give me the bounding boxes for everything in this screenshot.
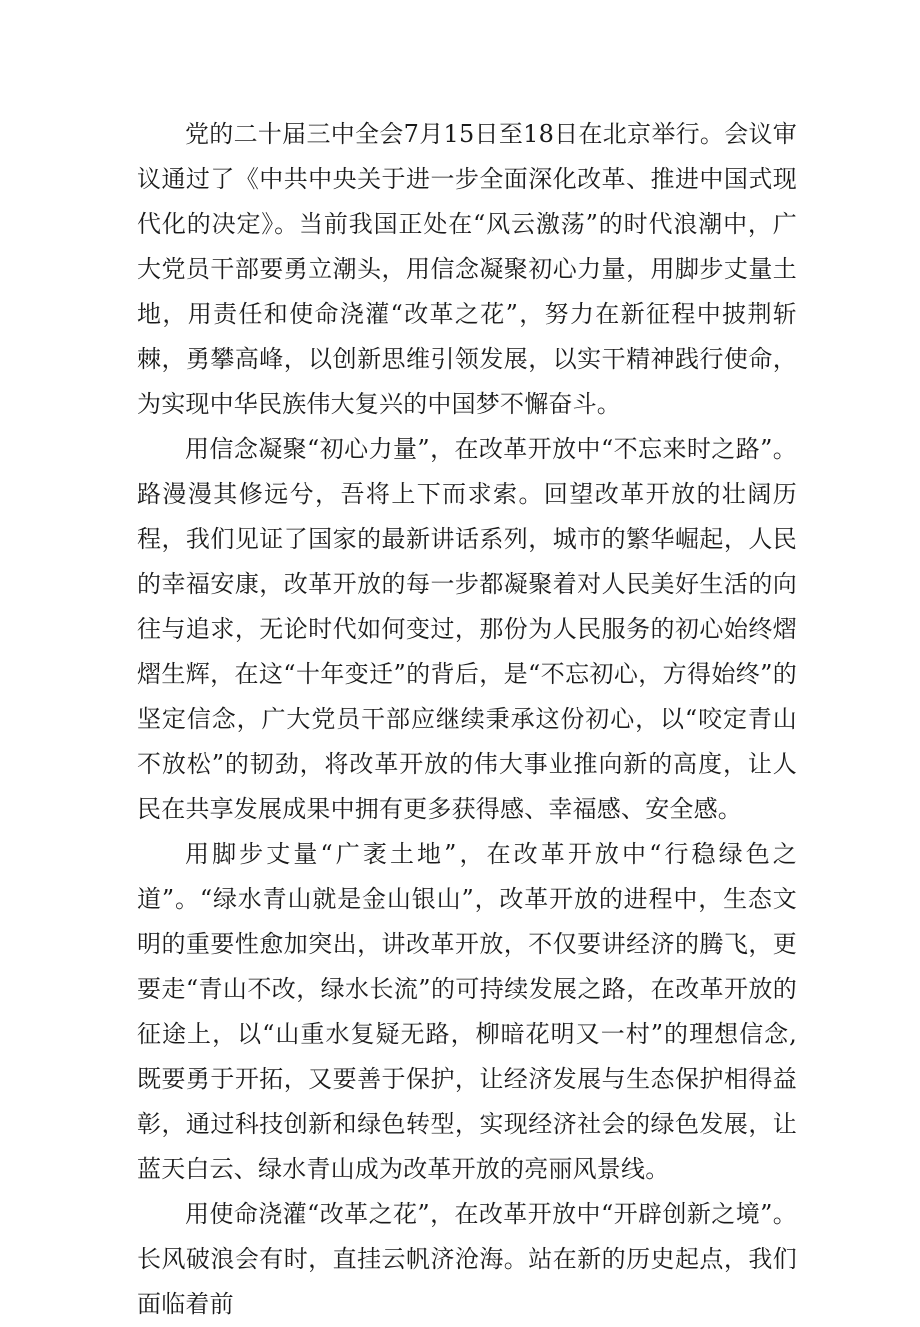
paragraph-intro: 党的二十届三中全会7月15日至18日在北京举行。会议审议通过了《中共中央关于进一步全面深化改革、推进中国式现代化的决定》。当前我国正处在“风云激荡”的时代浪潮中，广大党员干部要勇立潮头，用信念凝聚初心力量，用脚步丈量土地，用责任和使命浇灌“改革之花”，努力在新征程中披荆斩棘，勇攀高峰，以创新思维引领发展，以实干精神践行使命，为实现中华民族伟大复兴的中国梦不懈奋斗。	[137, 120, 797, 418]
document-body	[137, 112, 797, 1327]
paragraph-innovation: 用使命浇灌“改革之花”，在改革开放中“开辟创新之境”。长风破浪会有时，直挂云帆济沧海。站在新的历史起点，我们面临着前	[137, 1200, 797, 1318]
paragraph-initial-heart: 用信念凝聚“初心力量”，在改革开放中“不忘来时之路”。路漫漫其修远兮，吾将上下而求索。回望改革开放的壮阔历程，我们见证了国家的最新讲话系列，城市的繁华崛起，人民的幸福安康，改革开放的每一步都凝聚着对人民美好生活的向往与追求，无论时代如何变过，那份为人民服务的初心始终熠熠生辉，在这“十年变迁”的背后，是“不忘初心，方得始终”的坚定信念，广大党员干部应继续秉承这份初心，以“咬定青山不放松”的韧劲，将改革开放的伟大事业推向新的高度，让人民在共享发展成果中拥有更多获得感、幸福感、安全感。	[137, 435, 797, 823]
paragraph-green-path: 用脚步丈量“广袤土地”，在改革开放中“行稳绿色之道”。“绿水青山就是金山银山”，改革开放的进程中，生态文明的重要性愈加突出，讲改革开放，不仅要讲经济的腾飞，更要走“青山不改，绿水长流”的可持续发展之路，在改革开放的征途上，以“山重水复疑无路，柳暗花明又一村”的理想信念,既要勇于开拓，又要善于保护，让经济发展与生态保护相得益彰，通过科技创新和绿色转型，实现经济社会的绿色发展，让蓝天白云、绿水青山成为改革开放的亮丽风景线。	[137, 840, 797, 1183]
